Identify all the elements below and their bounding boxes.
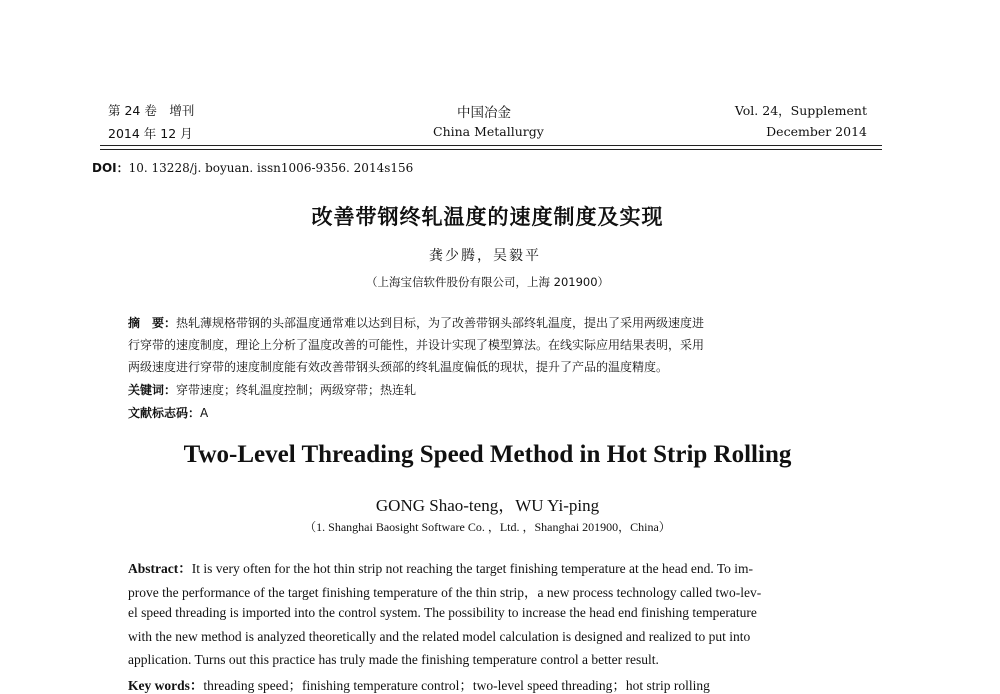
affiliation-zh: （上海宝信软件股份有限公司，上海 201900） <box>365 275 610 289</box>
title-zh: 改善带钢终轧温度的速度制度及实现 <box>311 205 664 229</box>
abstract-en-line-5: application. Turns out this practice has truly made the finishing temperature control a better result. <box>128 652 659 667</box>
keywords-en-value: threading speed；finishing temperature control；two-level speed threading；hot strip rolling <box>203 678 710 693</box>
authors-en: GONG Shao-teng，WU Yi-ping <box>375 496 600 515</box>
header-journal-zh: 中国冶金 <box>457 105 511 121</box>
abstract-en-line-3: el speed threading is imported into the control system. The possibility to increase the head end finishing temperature <box>128 605 757 620</box>
header-rule-bottom <box>100 149 882 150</box>
abstract-en-label: Abstract： <box>128 561 192 576</box>
doi-label: DOI： <box>92 161 129 175</box>
doi-value: 10. 13228/j. boyuan. issn1006-9356. 2014s156 <box>128 161 414 175</box>
document-code-label: 文献标志码： <box>128 406 201 420</box>
abstract-zh-line-2: 行穿带的速度制度，理论上分析了温度改善的可能性，并设计实现了模型算法。在线实际应用结果表明，采用 <box>128 338 705 352</box>
abstract-en-line-4: with the new method is analyzed theoretically and the related model calculation is designed and realized to put into <box>128 629 751 644</box>
abstract-zh-line-1: 摘 要：热轧薄规格带钢的头部温度通常难以达到目标，为了改善带钢头部终轧温度，提出了采用两级速度进 <box>128 316 705 330</box>
header-vol-en: Vol. 24，Supplement <box>734 103 867 118</box>
header-date: 2014 年 12 月 <box>108 126 193 141</box>
header-date-en: December 2014 <box>766 124 867 139</box>
affiliation-en: （1. Shanghai Baosight Software Co. ，Ltd. ，Shanghai 201900，China） <box>304 520 671 534</box>
document-code <box>128 404 854 421</box>
keywords-zh-value: 穿带速度；终轧温度控制；两级穿带；热连轧 <box>176 383 417 397</box>
doi-line <box>92 159 413 176</box>
abstract-en-line-2: prove the performance of the target finishing temperature of the thin strip，a new process technology called two-lev- <box>128 585 762 600</box>
header-rule-top <box>100 145 882 146</box>
abstract-zh-label: 摘 要： <box>128 316 177 330</box>
authors-zh: 龚少腾，吴毅平 <box>429 248 541 264</box>
title-en: Two-Level Threading Speed Method in Hot Strip Rolling <box>183 441 792 468</box>
document-code-value: A <box>200 406 209 420</box>
abstract-en-line-1: Abstract：It is very often for the hot thin strip not reaching the target finishing temperature at the head end. To im- <box>128 561 754 576</box>
abstract-zh-line-3: 两级速度进行穿带的速度制度能有效改善带钢头颈部的终轧温度偏低的现状，提升了产品的温度精度。 <box>128 360 669 374</box>
header-volume: 第 24 卷 增刊 <box>108 103 195 118</box>
keywords-en <box>128 674 710 694</box>
header-journal-en: China Metallurgy <box>433 124 544 139</box>
keywords-zh <box>128 381 854 398</box>
keywords-zh-label: 关键词： <box>128 383 177 397</box>
keywords-en-label: Key words： <box>128 678 204 693</box>
